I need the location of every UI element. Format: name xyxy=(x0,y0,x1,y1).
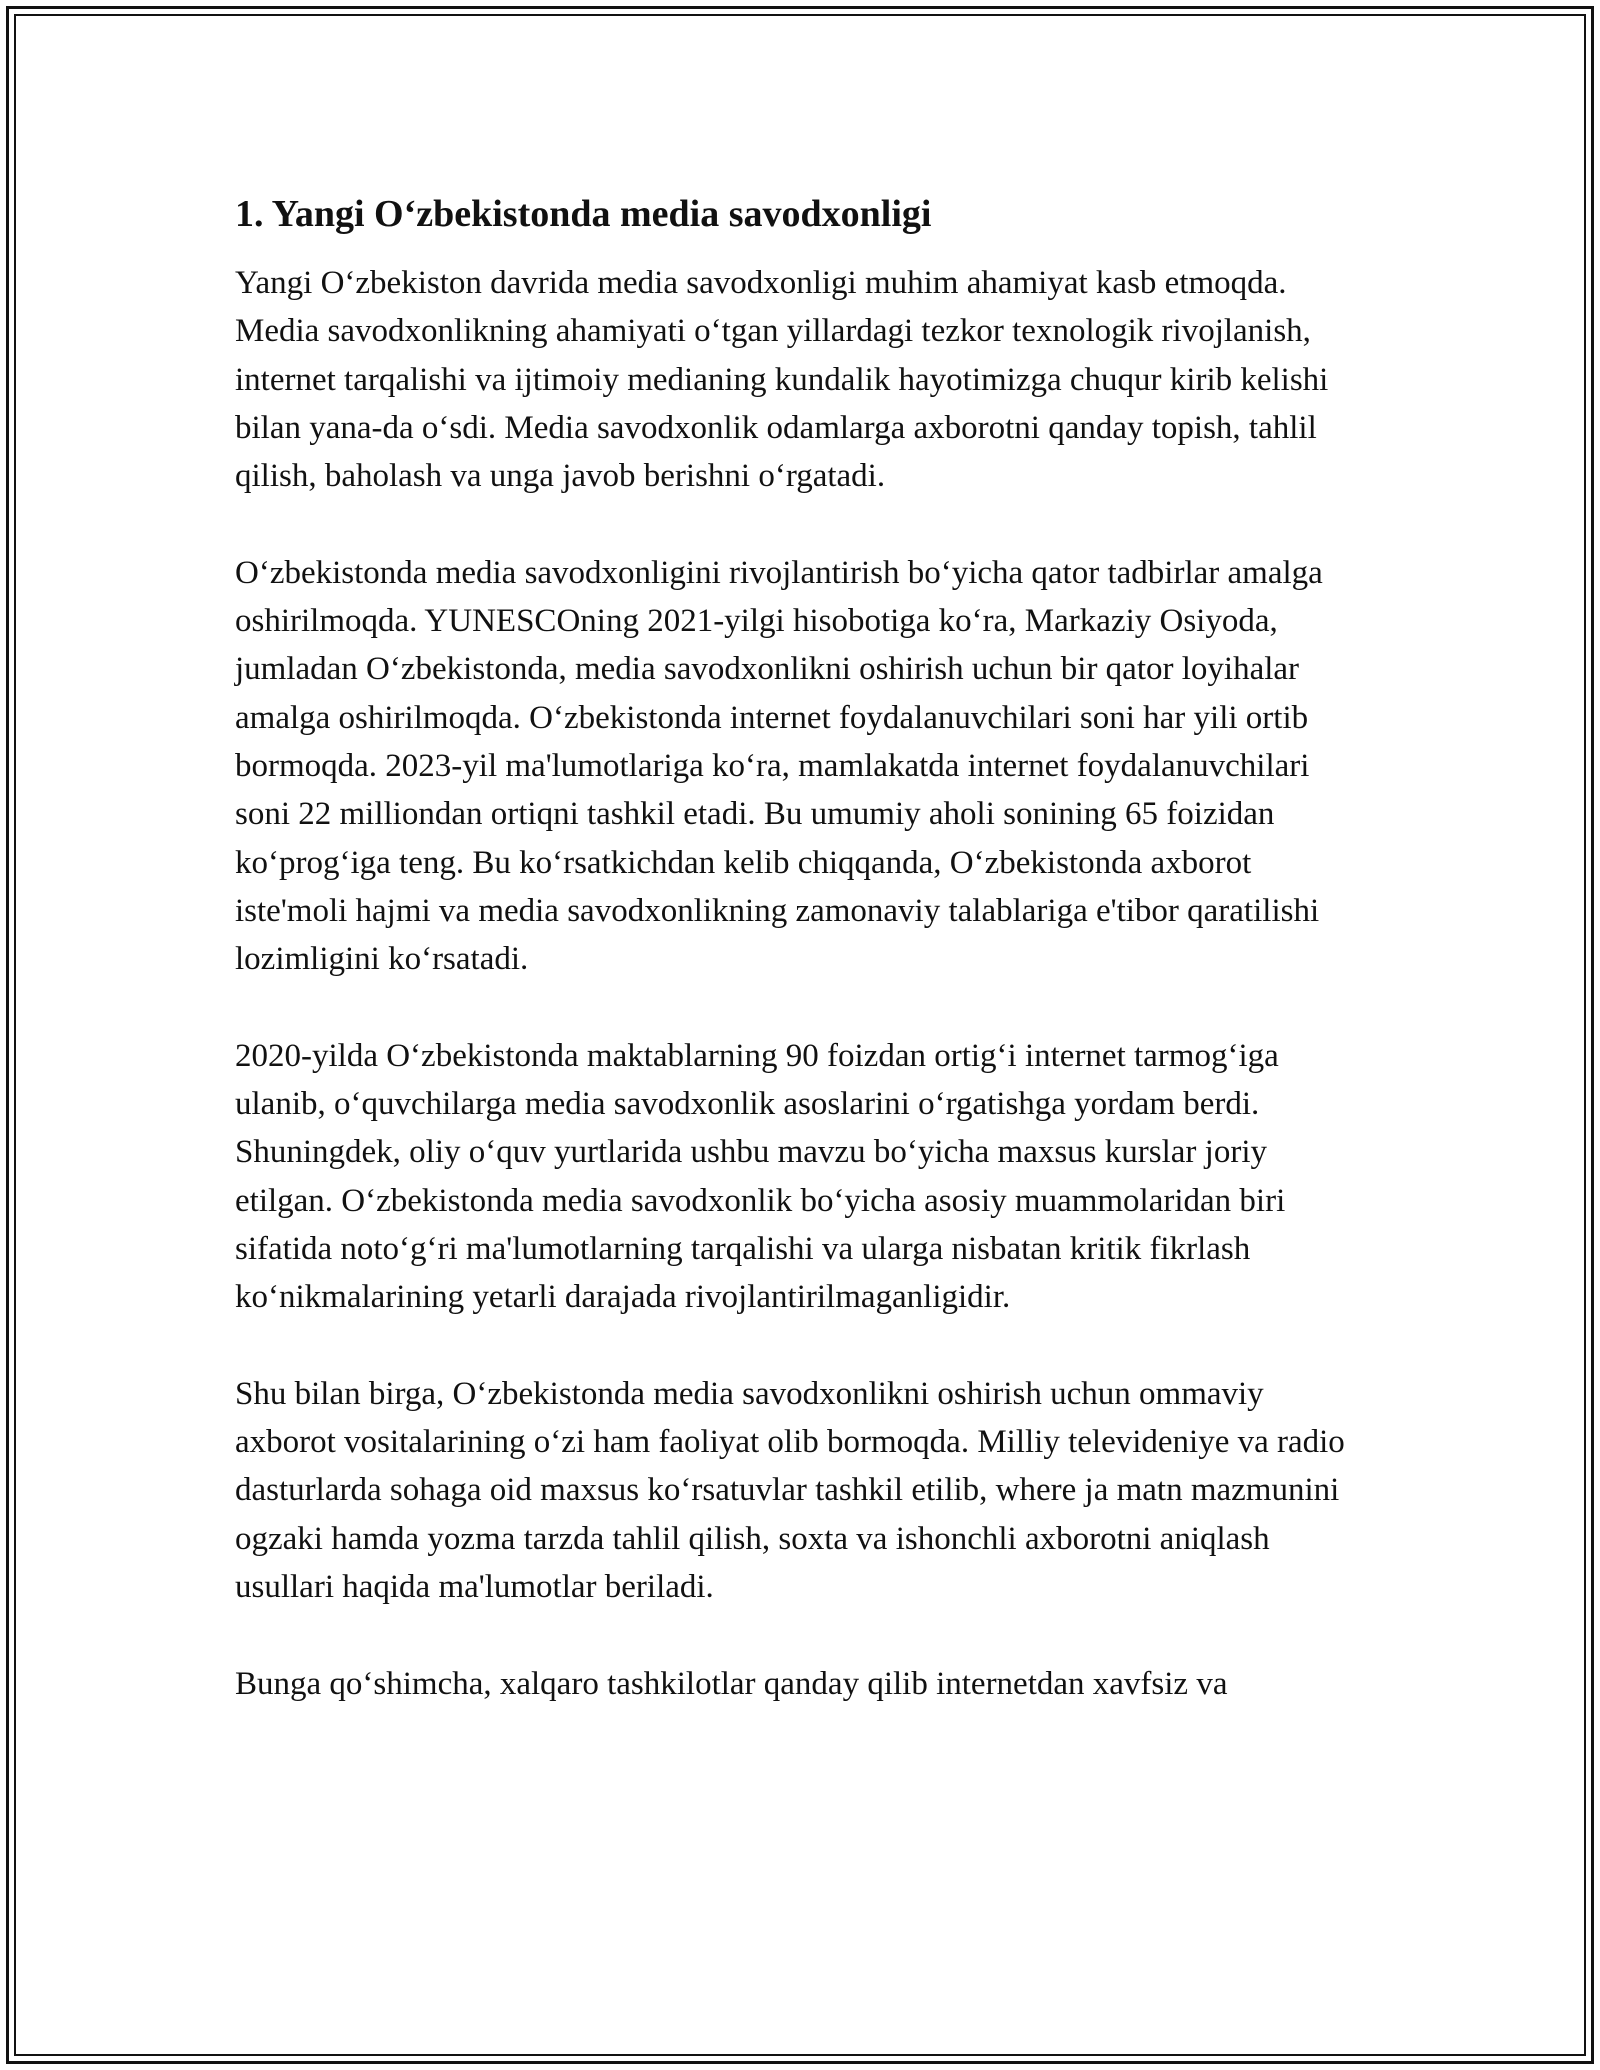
section-title: 1. Yangi O‘zbekistonda media savodxonligi xyxy=(235,193,932,235)
paragraph-5: Bunga qo‘shimcha, xalqaro tashkilotlar qanday qilib internetdan xavfsiz va xyxy=(235,1665,1228,1702)
document-body xyxy=(235,185,1365,1708)
paragraph-3: 2020-yilda O‘zbekistonda maktablarning 90 foizdan ortig‘i internet tarmog‘iga ulanib, o‘quvchilarga media savodxonlik asoslarini o‘rgatishga yordam berdi. Shuningdek, oliy o‘quv yurtlarida ushbu mavzu bo‘yicha maxsus kurslar joriy etilgan. O‘zbekistonda media savodxonlik bo‘yicha asosiy muammolaridan biri sifatida noto‘g‘ri ma'lumotlarning tarqalishi va ularga nisbatan kritik fikrlash ko‘nikmalarining yetarli darajada rivojlantirilmaganligidir. xyxy=(235,1037,1286,1316)
paragraph-4: Shu bilan birga, O‘zbekistonda media savodxonlikni oshirish uchun ommaviy axborot vositalarining o‘zi ham faoliyat olib bormoqda. Milliy televideniye va radio dasturlarda sohaga oid maxsus ko‘rsatuvlar tashkil etilib, where ja matn mazmunini ogzaki hamda yozma tarzda tahlil qilish, soxta va ishonchli axborotni aniqlash usullari haqida ma'lumotlar beriladi. xyxy=(235,1375,1345,1606)
paragraph-2: O‘zbekistonda media savodxonligini rivojlantirish bo‘yicha qator tadbirlar amalga oshirilmoqda. YUNESCOning 2021-yilgi hisobotiga ko‘ra, Markaziy Osiyoda, jumladan O‘zbekistonda, media savodxonlikni oshirish uchun bir qator loyihalar amalga oshirilmoqda. O‘zbekistonda internet foydalanuvchilari soni har yili ortib bormoqda. 2023-yil ma'lumotlariga ko‘ra, mamlakatda internet foydalanuvchilari soni 22 milliondan ortiqni tashkil etadi. Bu umumiy aholi sonining 65 foizidan ko‘prog‘iga teng. Bu ko‘rsatkichdan kelib chiqqanda, O‘zbekistonda axborot iste'moli hajmi va media savodxonlikning zamonaviy talablariga e'tibor qaratilishi lozimligini ko‘rsatadi. xyxy=(235,554,1323,978)
paragraph-1: Yangi O‘zbekiston davrida media savodxonligi muhim ahamiyat kasb etmoqda. Media savodxonlikning ahamiyati o‘tgan yillardagi tezkor texnologik rivojlanish, internet tarqalishi va ijtimoiy medianing kundalik hayotimizga chuqur kirib kelishi bilan yana-da o‘sdi. Media savodxonlik odamlarga axborotni qanday topish, tahlil qilish, baholash va unga javob berishni o‘rgatadi. xyxy=(235,265,1329,495)
